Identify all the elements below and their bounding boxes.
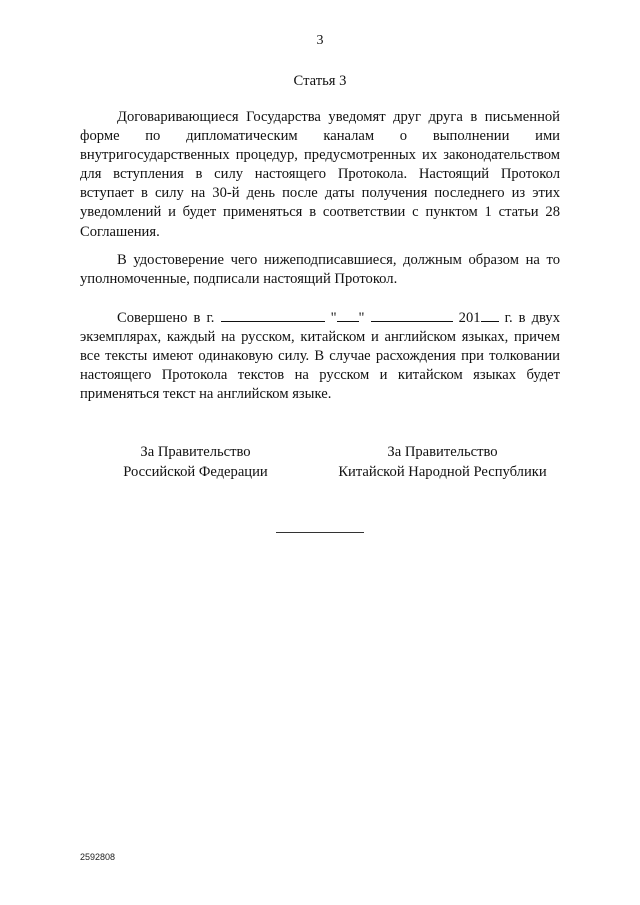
signature-block-china [330, 443, 555, 482]
end-separator-line [276, 532, 364, 533]
city-blank-line [221, 310, 325, 322]
page-number: 3 [316, 33, 324, 48]
copies-language-text: г. в двух экземплярах, каждый на русском, китайском и английском языках, причем все тексты имеют одинаковую силу. В случае расхождения при толковании настоящего Протокола текстов на русском и китайском языках будет применяться текст на английском языке. [80, 310, 561, 403]
signature-block-russia [108, 443, 283, 482]
quote-close: " [358, 310, 371, 326]
paragraph-done-at [80, 309, 560, 404]
year-blank-line [481, 310, 499, 322]
article-title: Статья 3 [293, 73, 347, 89]
month-blank-line [371, 310, 453, 322]
document-id: 2592808 [80, 852, 116, 862]
signature-left-line2: Российской Федерации [123, 463, 268, 480]
signature-left-line1: За Правительство [140, 444, 251, 460]
paragraph-in-witness: В удостоверение чего нижеподписавшиеся, должным образом на то уполномоченные, подписали настоящий Протокол. [80, 252, 560, 288]
paragraph-entry-into-force: Договаривающиеся Государства уведомят друг друга в письменной форме по дипломатическим каналам о выполнении ими внутригосударственных процедур, предусмотренных их законодательством для вступления в силу настоящего Протокола. Настоящий Протокол вступает в силу на 30-й день после даты получения последнего из этих уведомлений и будет применяться в соответствии с пунктом 1 статьи 28 Соглашения. [80, 109, 560, 240]
signature-right-line2: Китайской Народной Республики [338, 463, 547, 480]
year-prefix: 201 [452, 310, 481, 326]
day-blank-line [337, 310, 359, 322]
signature-right-line1: За Правительство [387, 444, 498, 460]
done-at-text: Совершено в г. [117, 310, 221, 326]
quote-open: " [324, 310, 337, 326]
